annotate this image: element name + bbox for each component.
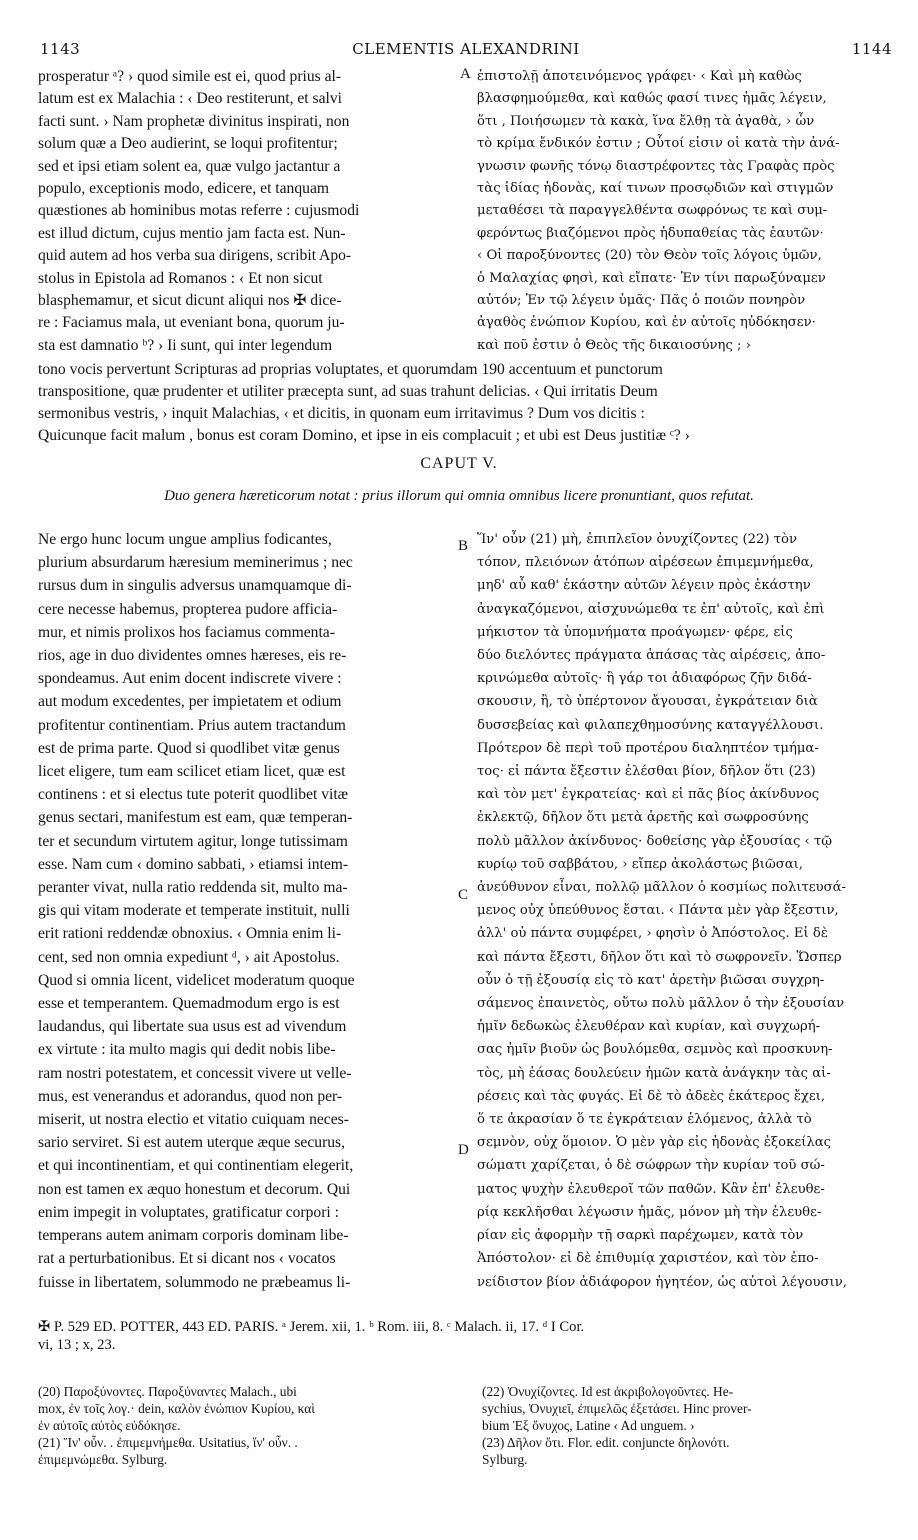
editor-note-line: mox, ἐν τοῖς λογ.· dein, καλὸν ἐνώπιον Κυρίου, καὶ bbox=[38, 1401, 315, 1416]
editor-note-line: ἐπιμεμνώμεθα. Sylburg. bbox=[38, 1452, 168, 1467]
latin-text-line: miserit, ut nostra electio et vitatio cuiquam neces- bbox=[38, 1111, 349, 1129]
greek-text-line: σάμενος ἐπαινετὸς, οὕτω πολὺ μᾶλλον ὁ τὴν ἐξουσίαν bbox=[477, 996, 845, 1012]
greek-text-line: καὶ τὸν μετ' ἐγκρατείας· καὶ εἰ πᾶς βίος ἀκίνδυνος bbox=[477, 787, 820, 803]
latin-text-line: tono vocis pervertunt Scripturas ad proprias voluptates, et quorumdam 190 accentuum et punctorum bbox=[38, 361, 663, 378]
greek-text-line: ὁ Μαλαχίας φησὶ, καὶ εἴπατε· Ἐν τίνι παρωξύναμεν bbox=[477, 270, 826, 286]
greek-text-line: τὸ κρίμα ἔνδικόν ἐστιν ; Οὗτοί εἰσιν οἱ κατὰ τὴν ἀνά- bbox=[477, 136, 840, 152]
latin-text-line: rios, age in duo dividentes omnes hæreses, eis re- bbox=[38, 647, 347, 665]
latin-text-line: plurium absurdarum hæresium meminerimus ; nec bbox=[38, 554, 353, 572]
greek-text-line: ρέσεις καὶ τὰς φυγάς. Εἰ δὲ τὸ ἀδεὲς ἑκάτερος ἔχει, bbox=[477, 1088, 826, 1104]
latin-text-line: et qui incontinentiam, et qui continentiam elegerit, bbox=[38, 1157, 354, 1175]
chapter-title: CAPUT V. bbox=[420, 455, 498, 472]
greek-text-line: ρίᾳ κεκλῆσθαι λέγωσιν ἡμᾶς, μόνον μὴ τὴν ἐλευθε- bbox=[477, 1204, 822, 1220]
greek-text-line: κυρίῳ τοῦ σαββάτου, › εἴπερ ἀκολάστως βιῶσαι, bbox=[477, 856, 803, 872]
editor-note-line: ἐν αὐτοῖς αὐτὸς εὐδόκησε. bbox=[38, 1418, 181, 1433]
greek-text-line: πολὺ μᾶλλον ἀκίνδυνος· δοθείσης γὰρ ἐξουσίας ‹ τῷ bbox=[477, 833, 833, 849]
latin-text-line: cere necesse habemus, propterea pudore afficia- bbox=[38, 600, 338, 618]
full-width-paragraph bbox=[38, 359, 890, 447]
latin-text-line: sario serviret. Si est autem uterque æque securus, bbox=[38, 1134, 346, 1152]
greek-text-line: σεμνὸν, οὐχ ὅμοιον. Ὁ μὲν γὰρ εἰς ἡδονὰς ἐξοκείλας bbox=[477, 1135, 832, 1151]
greek-text-line: ἐκλεκτῷ, δῆλον ὅτι μετὰ ἀρετῆς καὶ σωφροσύνης bbox=[477, 810, 809, 826]
greek-text-line: μήκιστον τὰ ὑπομνήματα προάγωμεν· φέρε, εἰς bbox=[477, 624, 793, 640]
greek-text-line: βλασφημούμεθα, καὶ καθώς φασί τινες ἡμᾶς λέγειν, bbox=[477, 91, 827, 107]
greek-text-line: φερόντως βιαζόμενοι πρὸς ἡδυπαθείας τὰς ἑαυτῶν· bbox=[477, 225, 824, 241]
editor-note-line: (20) Παροξύνοντες. Παροξύναντες Malach., ubi bbox=[38, 1384, 297, 1399]
latin-text-line: est illud dictum, cujus mentio jam facta est. Nun- bbox=[38, 224, 346, 242]
greek-text-line: ἐπιστολῇ ἀποτεινόμενος γράφει· ‹ Καὶ μὴ καθὼς bbox=[477, 69, 802, 84]
greek-text-line: τος· εἰ πάντα ἔξεστιν ἑλέσθαι βίον, δῆλον ὅτι (23) bbox=[477, 764, 816, 780]
running-title: CLEMENTIS ALEXANDRINI bbox=[352, 40, 580, 58]
greek-text-line: κρινώμεθα αὐτοῖς· ἢ γάρ τοι ἀδιαφόρως ζῆν διδά- bbox=[477, 671, 812, 687]
page-number-right: 1144 bbox=[851, 40, 892, 58]
editor-note-line: (22) Ὀνυχίζοντες. Id est ἀκριβολογοῦντες. He- bbox=[482, 1384, 734, 1399]
editor-note-line: (21) Ἵν' οὖν. . ἐπιμεμνήμεθα. Usitatius, ἵν' οὖν. . bbox=[38, 1435, 298, 1450]
latin-text-line: genus sectari, manifestum est eam, quæ temperan- bbox=[38, 809, 353, 827]
latin-text-line: est de prima parte. Quod si quodlibet vitæ genus bbox=[38, 739, 340, 757]
latin-text-line: spondeamus. Aut enim docent indiscrete vivere : bbox=[38, 670, 342, 688]
latin-text-line: enim impegit in voluptates, gratificatur corpori : bbox=[38, 1203, 339, 1221]
footnote-line-2: vi, 13 ; x, 23. bbox=[38, 1337, 116, 1353]
greek-text-line: σας ἡμῖν βιοῦν ὡς βουλόμεθα, σεμνὸς καὶ προσκυνη- bbox=[477, 1042, 833, 1058]
greek-text-line: νείδιστον βίον ἀδιάφορον ἡγητέον, ὡς αὐτοὶ λέγουσιν, bbox=[477, 1274, 847, 1290]
latin-text-line: continens : et si electus tute poterit quodlibet vitæ bbox=[38, 786, 349, 804]
latin-text-line: facti sunt. › Nam prophetæ divinitus inspirati, non bbox=[38, 112, 350, 130]
greek-text-line: γνωσιν φωνῆς τόνῳ διαστρέφοντες τὰς Γραφὰς πρὸς bbox=[477, 158, 835, 174]
latin-text-line: fuisse in libertatem, solummodo ne præbeamus li- bbox=[38, 1273, 351, 1291]
latin-text-line: Ne ergo hunc locum ungue amplius fodicantes, bbox=[38, 531, 332, 548]
greek-text-line: καὶ ποῦ ἐστιν ὁ Θεὸς τῆς δικαιοσύνης ; › bbox=[477, 337, 751, 353]
editor-notes-left bbox=[38, 1383, 458, 1468]
greek-text-line: τόπον, πλειόνων ἀτόπων αἱρέσεων ἐπιμεμνήμεθα, bbox=[477, 555, 814, 571]
margin-marker-c: C bbox=[458, 887, 469, 903]
greek-column-2 bbox=[477, 528, 897, 1294]
greek-text-line: μενος οὐχ ὑπεύθυνος ἔσται. ‹ Πάντα μὲν γὰρ ἔξεστιν, bbox=[477, 903, 839, 919]
greek-text-line: Ἵν' οὖν (21) μὴ, ἐπιπλεῖον ὀνυχίζοντες (22) τὸν bbox=[477, 532, 797, 547]
greek-text-line: τὸς, μὴ ἐάσας δουλεύειν ἡμῶν κατὰ ἀνάγκην τὰς αἱ- bbox=[477, 1065, 831, 1081]
latin-text-line: transpositione, quæ prudenter et utiliter præcepta sunt, ad suas trahunt delicias. ‹ Qui irritatis Deum bbox=[38, 383, 658, 400]
latin-text-line: rat a perturbationibus. Et si dicant nos ‹ vocatos bbox=[38, 1250, 336, 1268]
latin-text-line: gis qui vitam moderate et temperate instituit, nulli bbox=[38, 902, 350, 920]
latin-text-line: sta est damnatio ᵇ? › Ii sunt, qui inter legendum bbox=[38, 336, 333, 354]
latin-text-line: stolus in Epistola ad Romanos : ‹ Et non sicut bbox=[38, 269, 323, 287]
greek-text-line: μηδ' αὖ καθ' ἑκάστην αὐτῶν λέγειν πρὸς ἑκάστην bbox=[477, 578, 811, 594]
latin-text-line: erit rationi reddendæ obnoxius. ‹ Omnia enim li- bbox=[38, 925, 342, 943]
footnote-line-1: ✠ P. 529 ED. POTTER, 443 ED. PARIS. ᵃ Jerem. xii, 1. ᵇ Rom. iii, 8. ᶜ Malach. ii, 17. ᵈ I Cor. bbox=[38, 1319, 585, 1335]
latin-text-line: laudandus, qui libertate sua usus est ad vivendum bbox=[38, 1018, 347, 1036]
latin-text-line: quid autem ad hos verba sua dirigens, scribit Apo- bbox=[38, 247, 352, 265]
latin-text-line: esse. Nam cum ‹ domino sabbati, › etiamsi intem- bbox=[38, 855, 349, 873]
greek-text-line: σώματι χαρίζεται, ὁ δὲ σώφρων τὴν κυρίαν τοῦ σώ- bbox=[477, 1158, 825, 1174]
latin-text-line: peranter vivat, nulla ratio reddenda sit, multo ma- bbox=[38, 879, 348, 897]
greek-text-line: δυσσεβείας καὶ φιλαπεχθημοσύνης καταγγέλλουσι. bbox=[477, 717, 824, 733]
margin-marker-d: D bbox=[458, 1142, 469, 1158]
latin-text-line: aut modum excedentes, per impietatem et odium bbox=[38, 693, 342, 711]
greek-text-line: ὅ τε ἀκρασίαν ὅ τε ἐγκράτειαν ἑλόμενος, ἀλλὰ τὸ bbox=[477, 1112, 812, 1128]
greek-text-line: ματος ψυχὴν ἐλευθεροῖ τῶν παθῶν. Κἂν ἐπ' ἐλευθε- bbox=[477, 1181, 825, 1197]
greek-text-line: ἀλλ' οὐ πάντα συμφέρει, › φησὶν ὁ Ἀπόστολος. Εἰ δὲ bbox=[477, 926, 828, 942]
greek-text-line: ἀγαθὸς ἐνώπιον Κυρίου, καὶ ἐν αὐτοῖς ηὐδόκησεν· bbox=[477, 315, 816, 331]
latin-text-line: mus, est venerandus et adorandus, quod non per- bbox=[38, 1087, 343, 1105]
running-header bbox=[40, 40, 892, 62]
greek-text-line: ‹ Οἱ παροξύνοντες (20) τὸν Θεὸν τοῖς λόγοις ὑμῶν, bbox=[477, 248, 822, 264]
greek-text-line: τὰς ἰδίας ἡδονὰς, καί τινων προσῳδιῶν καὶ στιγμῶν bbox=[477, 181, 834, 197]
margin-marker-b: B bbox=[458, 538, 469, 554]
greek-text-line: μεταθέσει τὰ παραγγελθέντα σωφρόνως τε καὶ συμ- bbox=[477, 203, 828, 219]
latin-text-line: sed et ipsi etiam solent ea, quæ vulgo jactantur a bbox=[38, 157, 341, 175]
editor-notes-right bbox=[482, 1383, 902, 1468]
latin-text-line: solum quæ a Deo audierint, se loqui profitentur; bbox=[38, 135, 338, 153]
greek-text-line: ἀναγκαζόμενοι, αἰσχυνώμεθα τε ἐπ' αὐτοῖς, καὶ ἐπὶ bbox=[477, 601, 825, 617]
greek-text-line: ἡμῖν δεδωκὼς ἐλευθέραν καὶ κυρίαν, καὶ συγχωρή- bbox=[477, 1019, 821, 1035]
greek-text-line: καὶ πάντα ἔξεστι, δῆλον ὅτι καὶ τὸ σωφρονεῖν. Ὥσπερ bbox=[477, 949, 842, 965]
greek-text-line: Πρότερον δὲ περὶ τοῦ προτέρου διαληπτέον τμήμα- bbox=[477, 740, 819, 756]
latin-text-line: Quicunque facit malum , bonus est coram Domino, et ipse in eis complacuit ; et ubi est Deus justitiæ ᶜ? › bbox=[38, 427, 690, 444]
greek-text-line: ἀνεύθυνον εἶναι, πολλῷ μᾶλλον ὁ κοσμίως πολιτευσά- bbox=[477, 880, 847, 896]
greek-text-line: αὐτόν; Ἐν τῷ λέγειν ὑμᾶς· Πᾶς ὁ ποιῶν πονηρὸν bbox=[477, 293, 806, 309]
greek-text-line: δύο διελόντες πράγματα ἁπάσας τὰς αἱρέσεις, ἀπο- bbox=[477, 648, 826, 664]
greek-text-line: Ἀπόστολον· εἰ δὲ ἐπιθυμίᾳ χαριστέον, καὶ τὸν ἐπο- bbox=[477, 1251, 819, 1267]
latin-text-line: prosperatur ᵃ? › quod simile est ei, quod prius al- bbox=[38, 68, 342, 85]
latin-text-line: esse et temperantem. Quemadmodum ergo is est bbox=[38, 995, 340, 1013]
latin-text-line: temperans autem animam corporis dominam libe- bbox=[38, 1227, 349, 1245]
latin-text-line: cent, sed non omnia expediunt ᵈ, › ait Apostolus. bbox=[38, 948, 340, 966]
greek-column-1 bbox=[477, 66, 897, 357]
latin-text-line: rursus dum in singulis adversus unamquamque di- bbox=[38, 577, 352, 595]
latin-text-line: re : Faciamus mala, ut eveniant bona, quorum ju- bbox=[38, 314, 345, 332]
latin-text-line: ex virtute : ita multo magis qui dedit nobis libe- bbox=[38, 1041, 336, 1059]
latin-text-line: quæstiones ab hominibus motas referre : cujusmodi bbox=[38, 202, 360, 220]
footnote-references bbox=[38, 1318, 898, 1354]
editor-note-line: (23) Δῆλον ὅτι. Flor. edit. conjuncte δηλονότι. bbox=[482, 1435, 730, 1450]
latin-column-2 bbox=[38, 528, 458, 1294]
chapter-subtitle: Duo genera hæreticorum notat : prius illorum qui omnia omnibus licere pronuntiant, quos refutat. bbox=[164, 488, 754, 504]
latin-text-line: non est tamen ex æquo honestum et decorum. Qui bbox=[38, 1180, 351, 1198]
latin-text-line: populo, exceptionis modo, edicere, et tanquam bbox=[38, 180, 329, 198]
latin-column-1 bbox=[38, 66, 458, 357]
editor-note-line: sychius, Ὀνυχιεῖ, ἐπιμελῶς ἐξετάσει. Hinc prover- bbox=[482, 1401, 752, 1416]
latin-text-line: sermonibus vestris, › inquit Malachias, ‹ et dicitis, in quonam eum irritavimus ? Dum vos dicitis : bbox=[38, 405, 645, 422]
editor-note-line: Sylburg. bbox=[482, 1452, 528, 1467]
page-number-left: 1143 bbox=[40, 40, 81, 58]
editor-note-line: bium Ἐξ ὄνυχος, Latine ‹ Ad unguem. › bbox=[482, 1418, 695, 1433]
greek-text-line: ὅτι , Ποιήσωμεν τὰ κακὰ, ἵνα ἔλθῃ τὰ ἀγαθὰ, › ὧν bbox=[477, 113, 815, 129]
latin-text-line: licet eligere, tum eam scilicet etiam licet, quæ est bbox=[38, 763, 346, 781]
latin-text-line: profitentur continentiam. Prius autem tractandum bbox=[38, 716, 346, 734]
latin-text-line: mur, et nimis prolixos hos faciamus commenta- bbox=[38, 623, 335, 641]
latin-text-line: blasphemamur, et sicut dicunt aliqui nos ✠ dice- bbox=[38, 292, 342, 310]
latin-text-line: latum est ex Malachia : ‹ Deo restiterunt, et salvi bbox=[38, 90, 342, 108]
greek-text-line: ρίαν εἰς ἀφορμὴν τῇ σαρκὶ παρέχωμεν, κατὰ τὸν bbox=[477, 1228, 804, 1244]
latin-text-line: Quod si omnia licent, videlicet moderatum quoque bbox=[38, 971, 355, 989]
margin-marker-a: A bbox=[460, 66, 471, 82]
latin-text-line: ram nostri potestatem, et concessit vivere ut velle- bbox=[38, 1064, 352, 1082]
latin-text-line: ter et secundum virtutem agitur, longe tutissimam bbox=[38, 832, 348, 850]
greek-text-line: οὖν ὁ τῇ ἐξουσίᾳ εἰς τὸ κατ' ἀρετὴν βιῶσαι συγχρη- bbox=[477, 972, 825, 988]
greek-text-line: σκουσιν, ἢ, τὸ ὑπέρτονον ἄγουσαι, ἐγκράτειαν διὰ bbox=[477, 694, 818, 710]
